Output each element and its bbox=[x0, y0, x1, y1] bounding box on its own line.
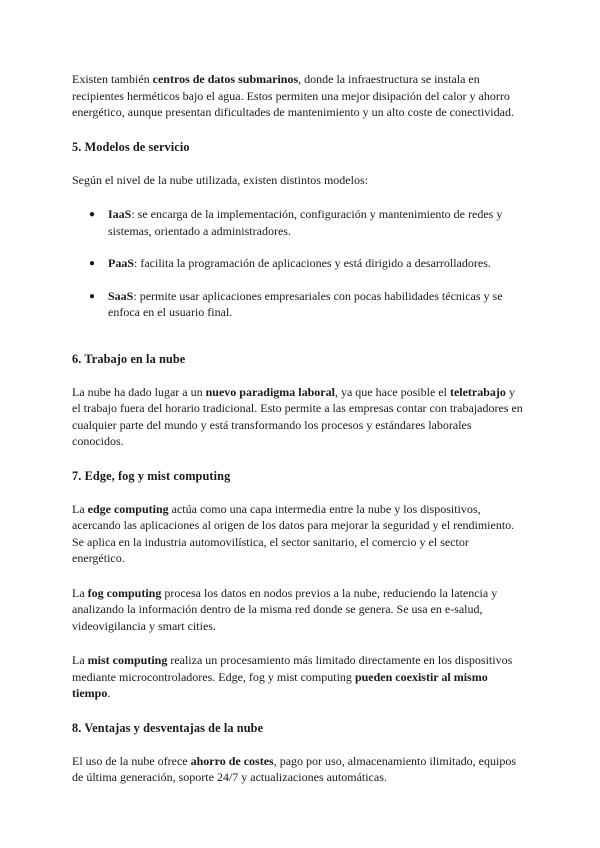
intro-bold: centros de datos submarinos bbox=[152, 72, 299, 86]
heading-cloud-work: 6. Trabajo en la nube bbox=[72, 351, 186, 366]
cloud-work-paragraph bbox=[72, 384, 524, 450]
list-item-saas bbox=[72, 288, 524, 321]
cloud-work-bold-paradigm: nuevo paradigma laboral bbox=[205, 384, 335, 399]
fog-text-end: procesa los datos en nodos previos a la nube, reduciendo la latencia y analizando la información dentro de la misma red donde se genera. Se usa en e-salud, videovigilancia y smart cities. bbox=[72, 585, 498, 633]
edge-paragraph bbox=[72, 501, 524, 567]
bullet-icon: ● bbox=[89, 290, 96, 302]
mist-text-mid: realiza un procesamiento más limitado directamente en los dispositivos mediante microcontroladores. Edge, fog y mist computing bbox=[72, 653, 513, 684]
desc-paas: : facilita la programación de aplicaciones y está dirigido a desarrolladores. bbox=[134, 256, 491, 270]
heading-pros-cons: 8. Ventajas y desventajas de la nube bbox=[72, 720, 264, 735]
cloud-work-text: y el trabajo fuera del horario tradicional. Esto permite a las empresas contar con trabajadores en cualquier parte del mundo y está transformando los procesos y estándares laborales conocidos. bbox=[72, 384, 523, 448]
service-models-lead: Según el nivel de la nube utilizada, existen distintos modelos: bbox=[72, 172, 368, 187]
document-body bbox=[72, 71, 524, 804]
fog-text: La bbox=[72, 585, 88, 600]
desc-saas: : permite usar aplicaciones empresariales con pocas habilidades técnicas y se enfoca en el usuario final. bbox=[108, 288, 503, 319]
heading-edge-fog-mist: 7. Edge, fog y mist computing bbox=[72, 468, 231, 483]
pros-cons-paragraph bbox=[72, 753, 524, 786]
intro-text-end: , donde la infraestructura se instala en recipientes herméticos bajo el agua. Estos permiten una mejor disipación del calor y ahorro energético, aunque presentan dificultades de mantenimiento y un alto coste de conectividad. bbox=[72, 72, 514, 119]
desc-iaas: : se encarga de la implementación, configuración y mantenimiento de redes y sistemas, orientado a administradores. bbox=[108, 207, 503, 238]
pros-cons-bold: ahorro de costes bbox=[190, 753, 274, 768]
term-paas: PaaS bbox=[108, 256, 135, 270]
term-saas: SaaS bbox=[108, 288, 134, 303]
mist-bold: mist computing bbox=[87, 653, 168, 667]
fog-bold: fog computing bbox=[87, 585, 162, 600]
bullet-icon: ● bbox=[89, 209, 96, 220]
edge-bold: edge computing bbox=[87, 501, 169, 516]
cloud-work-text: , ya que hace posible el bbox=[334, 384, 450, 399]
mist-paragraph bbox=[72, 652, 524, 702]
list-item-paas bbox=[72, 255, 524, 272]
edge-text: La bbox=[72, 501, 88, 516]
edge-text-end: actúa como una capa intermedia entre la nube y los dispositivos, acercando las aplicaciones al origen de los datos para mejorar la seguridad y el rendimiento. Se aplica en la industria automovilística, el sector sanitario, el comercio y el sector energético. bbox=[72, 501, 515, 565]
pros-cons-text: El uso de la nube ofrece bbox=[72, 753, 191, 768]
spacer bbox=[72, 337, 524, 351]
heading-service-models: 5. Modelos de servicio bbox=[72, 139, 190, 154]
pros-cons-text-end: , pago por uso, almacenamiento ilimitado, equipos de última generación, soporte 24/7 y actualizaciones automáticas. bbox=[72, 753, 517, 784]
mist-text-end: . bbox=[107, 686, 111, 700]
mist-bold-coexist: pueden coexistir al mismo tiempo bbox=[72, 669, 488, 700]
mist-text: La bbox=[72, 653, 88, 667]
fog-paragraph bbox=[72, 585, 524, 635]
intro-text: Existen también bbox=[72, 72, 153, 86]
bullet-icon: ● bbox=[89, 258, 96, 269]
cloud-work-bold-telework: teletrabajo bbox=[449, 384, 506, 399]
list-item-iaas bbox=[72, 206, 524, 239]
term-iaas: IaaS bbox=[108, 207, 132, 221]
intro-paragraph bbox=[72, 71, 524, 121]
cloud-work-text: La nube ha dado lugar a un bbox=[72, 384, 206, 399]
service-models-list bbox=[72, 206, 524, 321]
